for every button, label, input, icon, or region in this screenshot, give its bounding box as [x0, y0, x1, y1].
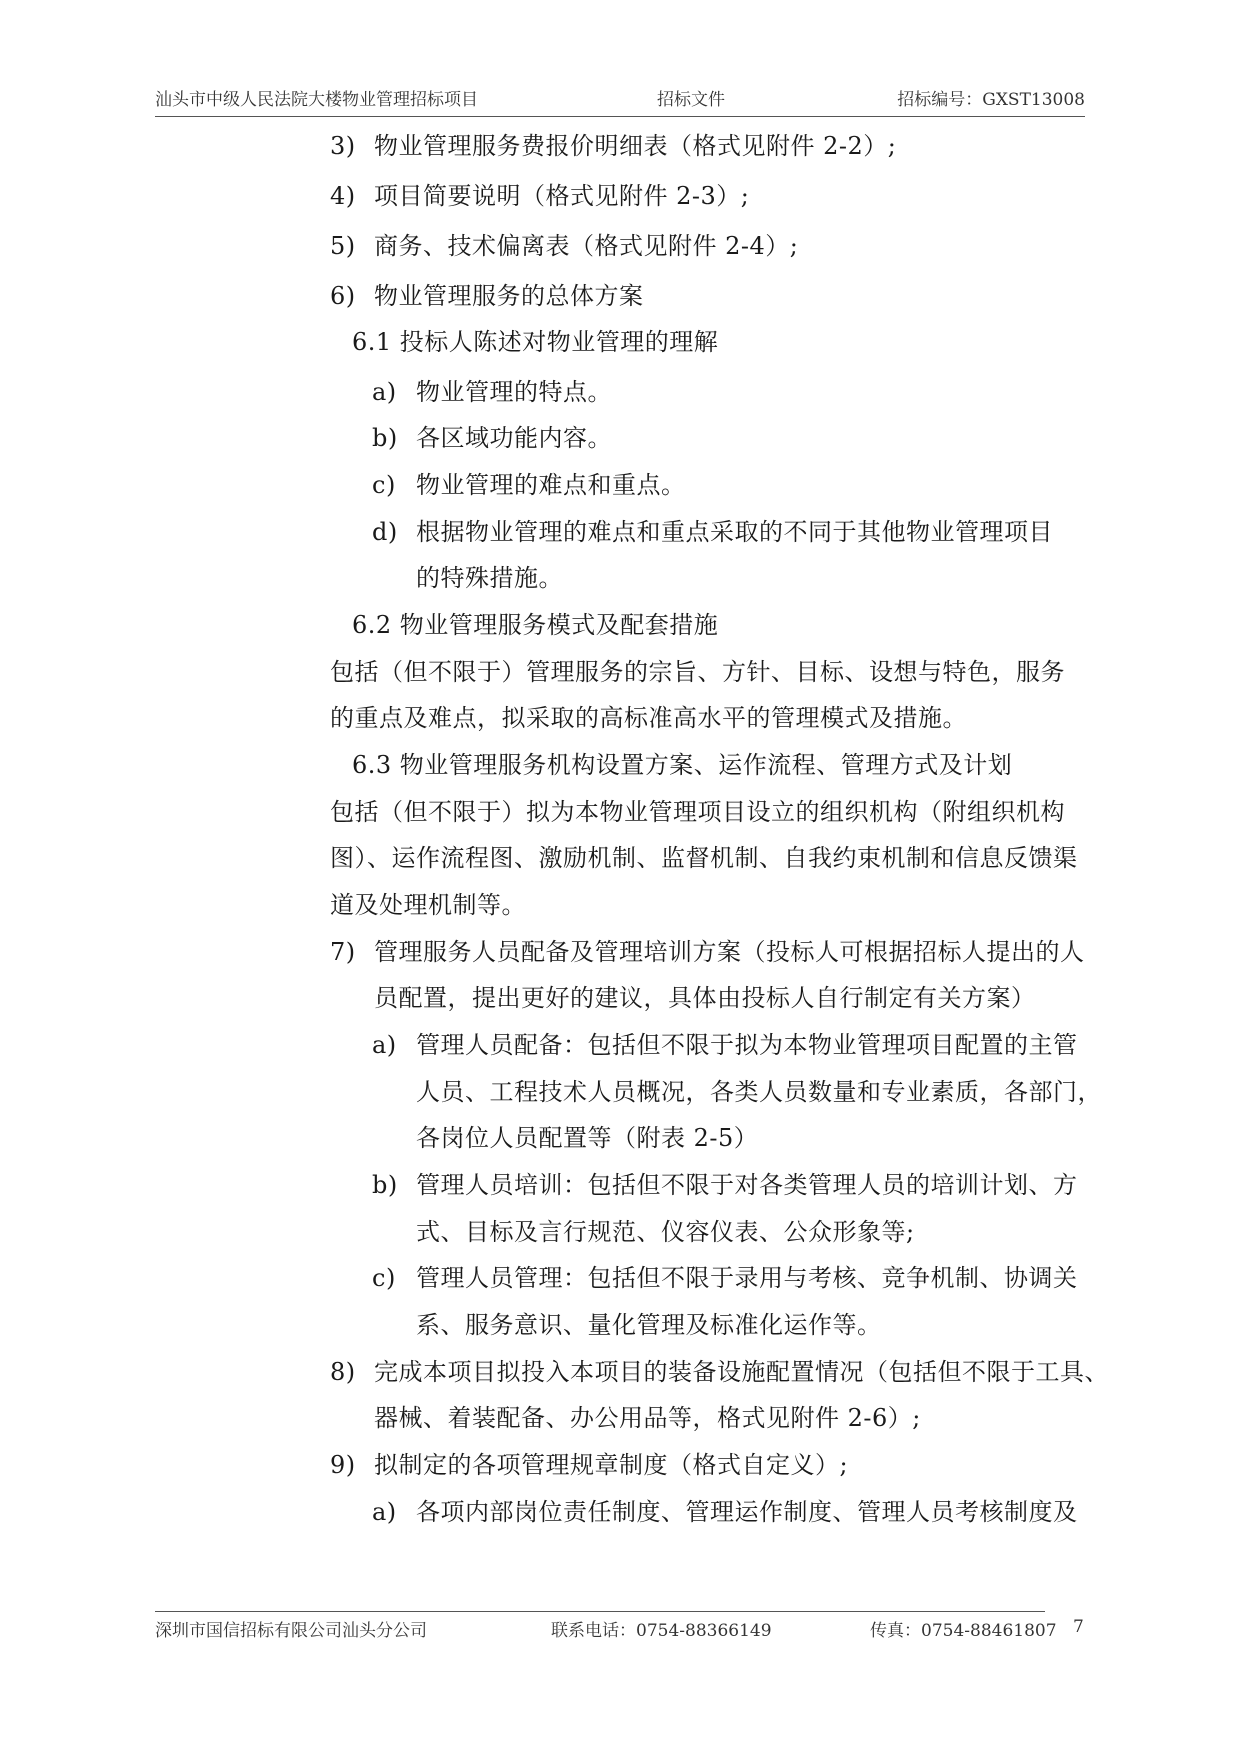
- header-project-name: 汕头市中级人民法院大楼物业管理招标项目: [155, 90, 478, 110]
- header-doc-type: 招标文件: [657, 90, 725, 110]
- sub-letter: a): [372, 378, 397, 406]
- sub-text: 管理人员培训：包括但不限于对各类管理人员的培训计划、方: [416, 1171, 1078, 1199]
- list-number: 7): [330, 938, 356, 966]
- sub-item-d-continuation: 的特殊措施。: [416, 564, 563, 592]
- list-item-8: [330, 1357, 1109, 1387]
- list-text: 项目简要说明（格式见附件 2-3）;: [374, 182, 750, 210]
- list-number: 5): [330, 232, 356, 260]
- sub-letter: c): [372, 471, 396, 499]
- header-divider: [155, 116, 1085, 117]
- sub-text: 管理人员配备：包括但不限于拟为本物业管理项目配置的主管: [416, 1031, 1078, 1059]
- paragraph-line: 包括（但不限于）拟为本物业管理项目设立的组织机构（附组织机构: [330, 798, 1065, 826]
- footer-fax: 传真：0754-88461807: [870, 1621, 1057, 1641]
- list-text: 商务、技术偏离表（格式见附件 2-4）;: [374, 232, 799, 260]
- list-number: 4): [330, 182, 356, 210]
- sub-letter: b): [372, 1171, 398, 1199]
- sub-text: 物业管理的特点。: [416, 378, 612, 406]
- sub-text: 管理人员管理：包括但不限于录用与考核、竞争机制、协调关: [416, 1264, 1078, 1292]
- sub-item-b: [372, 1170, 1078, 1200]
- sub-item-a-continuation: 各岗位人员配置等（附表 2-5）: [416, 1124, 759, 1152]
- sub-text: 各区域功能内容。: [416, 424, 612, 452]
- sub-item-c: [372, 470, 686, 500]
- section-heading-6-1: 6.1 投标人陈述对物业管理的理解: [352, 328, 719, 356]
- list-number: 3): [330, 132, 356, 160]
- sub-text: 各项内部岗位责任制度、管理运作制度、管理人员考核制度及: [416, 1498, 1078, 1526]
- sub-letter: d): [372, 518, 398, 546]
- sub-item-c-continuation: 系、服务意识、量化管理及标准化运作等。: [416, 1311, 882, 1339]
- list-item-6: [330, 281, 644, 311]
- sub-item-a-continuation: 人员、工程技术人员概况，各类人员数量和专业素质，各部门，: [416, 1078, 1102, 1106]
- header-tender-number: 招标编号：GXST13008: [897, 90, 1085, 110]
- list-item-4: [330, 181, 749, 211]
- footer-divider: [155, 1611, 1045, 1612]
- list-item-7: [330, 937, 1085, 967]
- page-footer: [155, 1618, 1085, 1644]
- paragraph-line: 道及处理机制等。: [330, 891, 526, 919]
- list-text: 物业管理服务的总体方案: [374, 282, 644, 310]
- list-number: 8): [330, 1358, 356, 1386]
- section-heading-6-2: 6.2 物业管理服务模式及配套措施: [352, 611, 719, 639]
- list-text: 管理服务人员配备及管理培训方案（投标人可根据招标人提出的人: [374, 938, 1085, 966]
- sub-letter: c): [372, 1264, 396, 1292]
- list-item-5: [330, 231, 798, 261]
- footer-company: 深圳市国信招标有限公司汕头分公司: [155, 1621, 427, 1641]
- sub-letter: a): [372, 1031, 397, 1059]
- section-heading-6-3: 6.3 物业管理服务机构设置方案、运作流程、管理方式及计划: [352, 751, 1013, 779]
- page-number: 7: [1073, 1617, 1084, 1637]
- list-item-7-continuation: 员配置，提出更好的建议，具体由投标人自行制定有关方案）: [374, 984, 1036, 1012]
- list-number: 9): [330, 1451, 356, 1479]
- list-number: 6): [330, 282, 356, 310]
- list-item-9: [330, 1450, 848, 1480]
- sub-text: 根据物业管理的难点和重点采取的不同于其他物业管理项目: [416, 518, 1053, 546]
- sub-item-a: [372, 1497, 1078, 1527]
- sub-text: 物业管理的难点和重点。: [416, 471, 686, 499]
- sub-item-a: [372, 377, 612, 407]
- sub-item-b-continuation: 式、目标及言行规范、仪容仪表、公众形象等;: [416, 1218, 915, 1246]
- paragraph-line: 的重点及难点，拟采取的高标准高水平的管理模式及措施。: [330, 704, 967, 732]
- footer-phone: 联系电话：0754-88366149: [551, 1621, 772, 1641]
- page-header: [155, 86, 1085, 114]
- paragraph-line: 图）、运作流程图、激励机制、监督机制、自我约束机制和信息反馈渠: [330, 844, 1078, 872]
- list-text: 完成本项目拟投入本项目的装备设施配置情况（包括但不限于工具、: [374, 1358, 1109, 1386]
- list-text: 物业管理服务费报价明细表（格式见附件 2-2）;: [374, 132, 897, 160]
- sub-letter: b): [372, 424, 398, 452]
- paragraph-line: 包括（但不限于）管理服务的宗旨、方针、目标、设想与特色，服务: [330, 658, 1065, 686]
- list-item-3: [330, 131, 896, 161]
- list-text: 拟制定的各项管理规章制度（格式自定义）;: [374, 1451, 849, 1479]
- sub-letter: a): [372, 1498, 397, 1526]
- sub-item-b: [372, 423, 612, 453]
- sub-item-a: [372, 1030, 1078, 1060]
- sub-item-d: [372, 517, 1053, 547]
- sub-item-c: [372, 1263, 1078, 1293]
- list-item-8-continuation: 器械、着装配备、办公用品等，格式见附件 2-6）;: [374, 1404, 921, 1432]
